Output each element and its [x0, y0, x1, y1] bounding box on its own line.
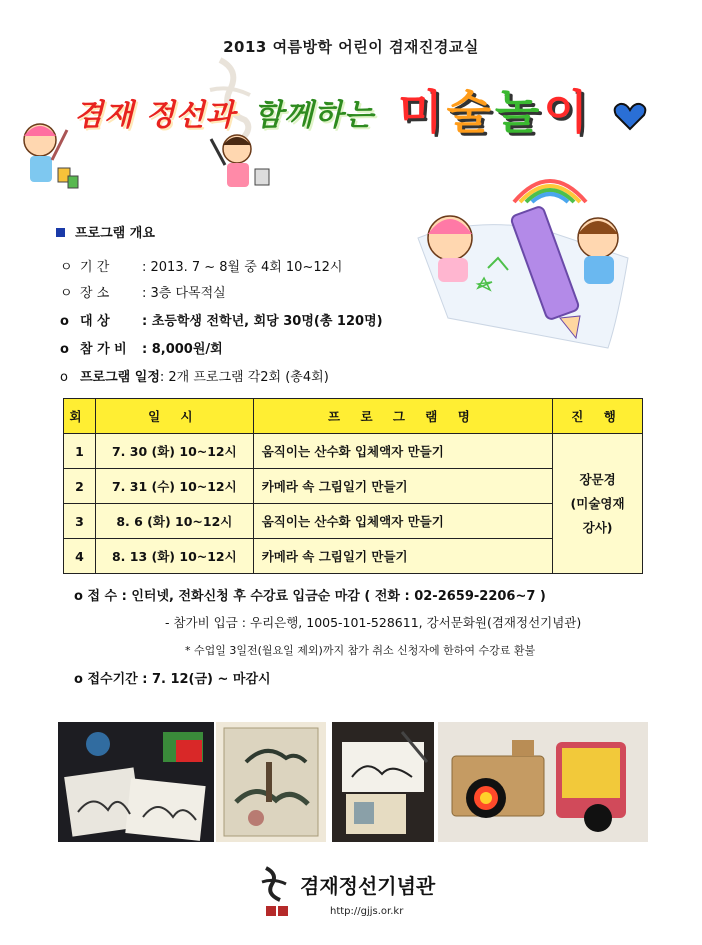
circle-bullet-icon: o	[60, 342, 69, 357]
registration-period: o 접수기간 : 7. 12(금) ~ 마감시	[74, 672, 271, 687]
overview-heading-text: 프로그램 개요	[75, 226, 155, 241]
session-program: 움직이는 산수화 입체액자 만들기	[253, 434, 552, 469]
refund-note: * 수업일 3일전(월요일 제외)까지 참가 취소 신청자에 한하여 수강료 환불	[185, 644, 536, 657]
kids-with-pencil-illustration-icon	[408, 198, 640, 358]
title-char-1: 미	[398, 85, 447, 139]
photo-ink-painting-workshop	[58, 722, 214, 842]
landscape-frame-photo-icon	[216, 722, 326, 842]
info-value: : 8,000원/회	[142, 342, 223, 357]
info-target	[60, 310, 383, 329]
circle-bullet-icon: o	[60, 370, 68, 385]
registration-info: o 접 수 : 인터넷, 전화신청 후 수강료 입금순 마감 ( 전화 : 02-2659-2206~7 )	[74, 589, 546, 604]
title-char-2: 술	[446, 85, 495, 139]
photo-landscape-frame	[216, 722, 326, 842]
info-label: 프로그램 일정	[80, 370, 160, 385]
table-header-date: 일 시	[95, 399, 253, 434]
session-number: 4	[64, 539, 96, 574]
info-label: 대 상	[80, 314, 110, 329]
session-number: 2	[64, 469, 96, 504]
info-label: 기 간	[80, 260, 110, 275]
session-date: 8. 6 (화) 10~12시	[95, 504, 253, 539]
painting-kid-illustration-icon	[12, 110, 82, 200]
title-char-3: 놀	[494, 85, 544, 139]
square-bullet-icon	[56, 228, 65, 237]
title-part-1: 겸재 정선과	[74, 98, 236, 133]
info-value: : 3층 다목적실	[142, 286, 226, 301]
info-place	[60, 282, 226, 301]
session-date: 8. 13 (화) 10~12시	[95, 539, 253, 574]
museum-url[interactable]: http://gjjs.or.kr	[330, 906, 404, 917]
museum-calligraphy-logo-icon	[258, 862, 294, 922]
title-part-2: 함께하는	[254, 98, 374, 133]
table-header-program: 프 로 그 램 명	[253, 399, 552, 434]
boy-with-brush-illustration-icon	[205, 125, 275, 200]
camera-diary-photo-icon	[438, 722, 648, 842]
info-value: : 2개 프로그램 각2회 (총4회)	[159, 370, 329, 385]
circle-bullet-icon: ㅇ	[60, 260, 73, 275]
table-header-num: 회	[64, 399, 96, 434]
info-label: 참 가 비	[80, 342, 127, 357]
museum-name: 겸재정선기념관	[300, 874, 436, 898]
photo-camera-diary	[438, 722, 648, 842]
info-fee	[60, 338, 223, 357]
instructor-role-1: (미술영재	[570, 495, 625, 511]
session-date: 7. 30 (화) 10~12시	[95, 434, 253, 469]
circle-bullet-icon: ㅇ	[60, 286, 73, 301]
3d-frame-photo-icon	[332, 722, 434, 842]
info-value: : 2013. 7 ~ 8월 중 4회 10~12시	[142, 260, 343, 275]
session-date: 7. 31 (수) 10~12시	[95, 469, 253, 504]
session-program: 카메라 속 그림일기 만들기	[253, 539, 552, 574]
photo-3d-frame-making	[332, 722, 434, 842]
instructor-role-2: 강사)	[582, 519, 613, 535]
info-period	[60, 256, 342, 275]
session-number: 1	[64, 434, 96, 469]
circle-bullet-icon: o	[60, 314, 69, 329]
instructor-cell	[553, 434, 643, 574]
event-subtitle: 2013 여름방학 어린이 겸재진경교실	[223, 38, 479, 56]
instructor-name: 장문경	[579, 471, 616, 487]
table-header-row	[64, 399, 643, 434]
session-program: 움직이는 산수화 입체액자 만들기	[253, 504, 552, 539]
ink-painting-photo-icon	[58, 722, 214, 842]
event-title	[0, 80, 702, 150]
schedule-table	[63, 398, 643, 574]
session-number: 3	[64, 504, 96, 539]
title-main	[398, 76, 648, 142]
info-value: : 초등학생 전학년, 회당 30명(총 120명)	[142, 314, 383, 329]
heart-icon	[612, 101, 648, 131]
payment-info: - 참가비 입금 : 우리은행, 1005-101-528611, 강서문화원(겸재정선기념관)	[165, 615, 582, 630]
session-program: 카메라 속 그림일기 만들기	[253, 469, 552, 504]
info-schedule	[60, 366, 329, 385]
table-row	[64, 434, 643, 469]
table-header-instructor: 진 행	[553, 399, 643, 434]
overview-heading	[56, 222, 155, 241]
title-char-4: 이	[543, 85, 592, 139]
info-label: 장 소	[80, 286, 110, 301]
